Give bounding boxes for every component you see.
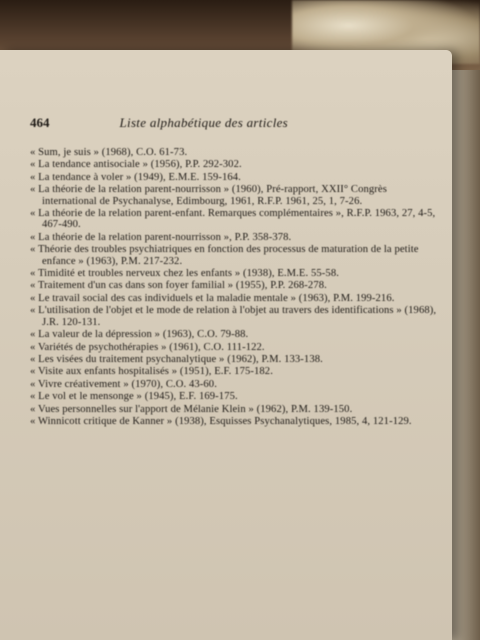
list-item: « La tendance à voler » (1949), E.M.E. 159-164. [30, 171, 241, 183]
list-item: « Sum, je suis » (1968), C.O. 61-73. [30, 147, 188, 158]
list-item: « La tendance antisociale » (1956), P.P. 292-302. [30, 159, 242, 171]
list-item: « Traitement d'un cas dans son foyer familial » (1955), P.P. 268-278. [30, 280, 327, 292]
list-item: « Variétés de psychothérapies » (1961), C.O. 111-122. [30, 341, 265, 353]
page-header [30, 115, 440, 131]
article-list [30, 147, 440, 427]
list-item: « Vivre créativement » (1970), C.O. 43-60. [30, 378, 217, 390]
list-item: « Visite aux enfants hospitalisés » (1951), E.F. 175-182. [30, 366, 273, 378]
list-item: « La théorie de la relation parent-nourrisson », P.P. 358-378. [30, 231, 292, 243]
list-item: « Les visées du traitement psychanalytique » (1962), P.M. 133-138. [30, 353, 323, 365]
list-item: « L'utilisation de l'objet et le mode de relation à l'objet au travers des identifications » (1968), J.R. 120-131. [30, 305, 437, 328]
page-number: 464 [30, 115, 50, 130]
list-item: « La théorie de la relation parent-enfant. Remarques complémentaires », R.F.P. 1963, 27, 4-5, 467-490. [30, 208, 436, 231]
list-item: « La théorie de la relation parent-nourrisson » (1960), Pré-rapport, XXII° Congrès international de Psychanalyse, Edimbourg, 1961, R.F.P. 1961, 25, 1, 7-26. [30, 184, 387, 207]
list-item: « Vues personnelles sur l'apport de Mélanie Klein » (1962), P.M. 139-150. [30, 403, 353, 415]
list-item: « Timidité et troubles nerveux chez les enfants » (1938), E.M.E. 55-58. [30, 268, 339, 280]
list-item: « Le travail social des cas individuels et la maladie mentale » (1963), P.M. 199-216. [30, 292, 395, 304]
list-item: « Winnicott critique de Kanner » (1938), Esquisses Psychanalytiques, 1985, 4, 121-129. [30, 415, 412, 427]
list-item: « La valeur de la dépression » (1963), C.O. 79-88. [30, 329, 249, 341]
list-item: « Le vol et le mensonge » (1945), E.F. 169-175. [30, 391, 238, 403]
list-item: « Théorie des troubles psychiatriques en fonction des processus de maturation de la petite enfance » (1963), P.M. 217-232. [30, 244, 419, 267]
running-title: Liste alphabétique des articles [119, 115, 289, 130]
page-content [30, 115, 440, 428]
